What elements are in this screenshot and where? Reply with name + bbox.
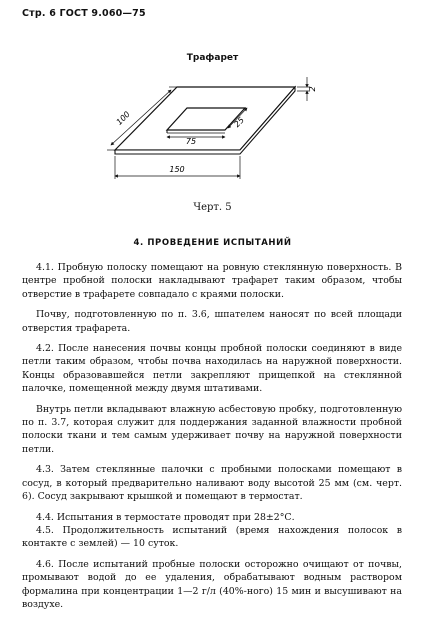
paragraph-4-3: 4.3. Затем стеклянные палочки с пробными полосками помещают в сосуд, в который предварительно наливают воду высотой 25 мм (см. черт. 6). Сосуд закрывают крышкой и помещают в термостат. [22,464,402,503]
paragraph-4-4: 4.4. Испытания в термостате проводят при 28±2°С. [36,511,295,523]
dim-total-length: 150 [169,165,185,174]
page-header: Стр. 6 ГОСТ 9.060—75 [22,8,146,19]
paragraph-4-1: 4.1. Пробную полоску помещают на ровную стеклянную поверхность. В центре пробной полоски накладывают трафарет таким образом, чтобы отверстие в трафарете совпадало с краями полоски. [22,262,402,300]
dim-opening-length: 75 [185,137,197,146]
paragraph-4-2-plug: Внутрь петли вкладывают влажную асбестовую пробку, подготовленную по п. 3.7, которая служит для поддержания заданной влажности пробной полоски ткани и тем самым удерживает почву на наружной поверхности петли. [22,403,402,455]
paragraph-4-6: 4.6. После испытаний пробные полоски осторожно очищают от почвы, промывают водой до ее удаления, обрабатывают водным раствором формалина при концентрации 1—2 г/л (40%-ного) 15 мин и высушивают на воздухе. [22,558,402,610]
dim-opening-width: 25 [232,115,247,130]
figure-title: Трафарет [186,53,239,63]
paragraph-4-1-soil: Почву, подготовленную по п. 3.6, шпателем наносят по всей площади отверстия трафарета. [22,309,402,334]
dim-thickness: 2 [308,86,317,92]
body-text [22,261,402,611]
stencil-drawing [95,75,325,190]
paragraph-4-5: 4.5. Продолжительность испытаний (время нахождения полосок в контакте с землей) — 10 суток. [22,524,402,550]
paragraph-4-2: 4.2. После нанесения почвы концы пробной полоски соединяют в виде петли таким образом, чтобы почва находилась на наружной поверхности. Концы образовавшейся петли закрепляют прищепкой на стеклянной палочке, помещенной между двумя штативами. [22,343,402,395]
dim-depth: 100 [114,109,132,127]
section-title: 4. ПРОВЕДЕНИЕ ИСПЫТАНИЙ [133,238,292,248]
figure-caption: Черт. 5 [193,202,232,213]
